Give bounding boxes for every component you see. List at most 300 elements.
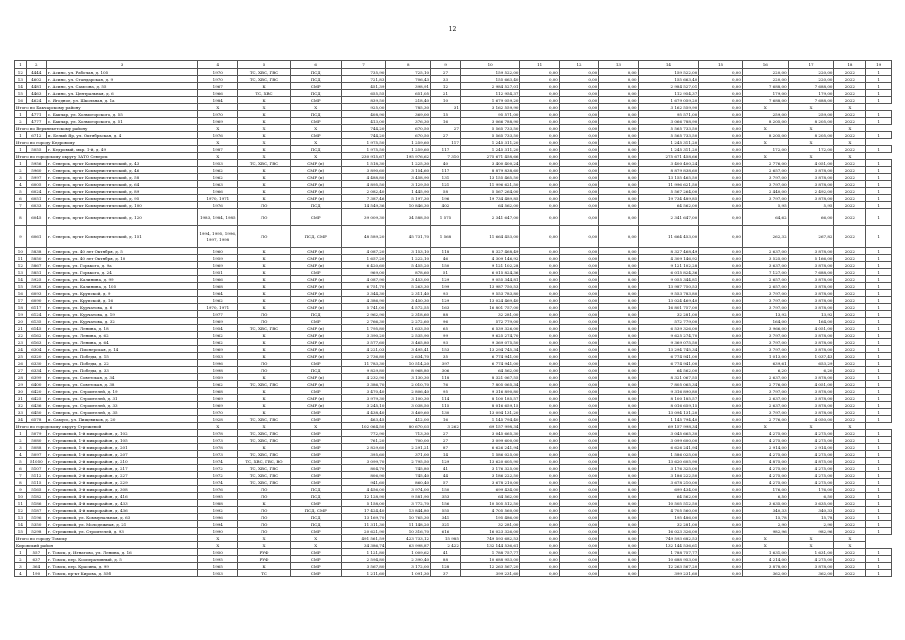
table-cell: 1970 [198, 409, 238, 416]
table-cell: РУФ [238, 556, 290, 563]
table-cell: 16 023 326,00 [638, 528, 699, 535]
table-cell: 112 954,37 [460, 90, 520, 97]
table-row [15, 402, 892, 409]
table-cell: 3 038,50 [386, 402, 431, 409]
table-cell: 13 [15, 269, 27, 276]
table-cell: г. Северск, ул. Победы, д. 15 [46, 353, 197, 360]
table-cell: 3 635,00 [742, 500, 788, 507]
table-cell: 2 962,90 [341, 311, 386, 318]
table-cell: 0,00 [559, 125, 598, 132]
table-cell: 0,00 [699, 318, 743, 325]
table-cell: 1 [866, 465, 892, 472]
table-cell: 19 [866, 61, 892, 69]
table-cell: с. Бакчар, ул. Холмогорского, д. 55 [46, 111, 197, 118]
table-cell: К [238, 388, 290, 395]
table-cell: СМР [290, 451, 341, 458]
table-cell: 4602 [26, 76, 46, 83]
table-cell: 0,00 [599, 416, 638, 423]
table-row [15, 465, 892, 472]
table-cell: 0,00 [599, 318, 638, 325]
table-cell: 1995 [198, 556, 238, 563]
table-cell: 0,00 [520, 360, 559, 367]
table-cell: 65 [431, 325, 461, 332]
table-cell: 0,00 [520, 570, 559, 577]
table-cell: 5850 [26, 255, 46, 262]
table-cell: К [238, 304, 290, 311]
table-cell: 376,30 [386, 118, 431, 125]
table-cell: г. Северск, ул. Советская, д. 34 [46, 374, 197, 381]
table-cell: 2022 [834, 97, 866, 104]
table-row [15, 395, 892, 402]
table-cell: 0,00 [520, 262, 559, 269]
table-cell: 6320 [26, 353, 46, 360]
table-cell: 46 [431, 255, 461, 262]
table-cell: 14 [15, 276, 27, 283]
table-cell: 1 [866, 479, 892, 486]
table-cell: 9 055 344,81 [460, 276, 520, 283]
table-cell: 2022 [834, 360, 866, 367]
table-cell: 1 657,20 [341, 255, 386, 262]
table-cell: 761,20 [341, 437, 386, 444]
table-cell: 2 806,40 [386, 388, 431, 395]
table-cell: ПСД [290, 202, 341, 209]
table-cell: 6304 [26, 346, 46, 353]
table-cell: 0,00 [699, 104, 743, 111]
table-cell: г. Асино, ул. Рабочая, д. 105 [46, 69, 197, 76]
table-cell: 0,00 [559, 395, 598, 402]
table-cell: СМР (п) [290, 353, 341, 360]
table-cell: 1 [15, 61, 27, 69]
table-cell: 8 100 185,57 [460, 395, 520, 402]
table-row [15, 132, 892, 139]
table-row [15, 181, 892, 188]
table-cell: X [198, 423, 238, 430]
table-cell: 1972 [198, 472, 238, 479]
table-cell: 0,00 [520, 83, 559, 90]
table-cell: 64,62 [742, 209, 788, 226]
table-cell: 3 390,20 [341, 332, 386, 339]
table-cell: К [238, 297, 290, 304]
table-cell: 0,00 [699, 332, 743, 339]
table-cell: г. Стрежевой, ул. Молодежная, д. 21 [46, 521, 197, 528]
table-cell: 1951 [198, 269, 238, 276]
table-cell: 6061 [26, 226, 46, 248]
table-cell: 5 567 264,00 [460, 188, 520, 195]
table-cell: 2022 [834, 570, 866, 577]
table-cell: X [834, 153, 866, 160]
table-cell: 17 [788, 61, 834, 69]
table-row [15, 332, 892, 339]
table-cell: 6 626 241,94 [638, 444, 699, 451]
table-cell: 2022 [834, 563, 866, 570]
table-cell: 8 879 838,60 [638, 167, 699, 174]
table-cell: 9 625 274,70 [460, 332, 520, 339]
table-cell: 2022 [834, 444, 866, 451]
table-cell: 16 [431, 416, 461, 423]
table-cell: 7 688,00 [788, 83, 834, 90]
table-row [15, 472, 892, 479]
table-cell: 1 586 025,00 [638, 451, 699, 458]
table-cell: СМР [290, 458, 341, 465]
table-cell: 1962 [198, 339, 238, 346]
table-cell: 27 [431, 125, 461, 132]
table-cell: 1 [866, 209, 892, 226]
table-cell: 2022 [834, 556, 866, 563]
table-cell: 1 [866, 402, 892, 409]
table-cell: 0,00 [699, 188, 743, 195]
table-cell: 2022 [834, 346, 866, 353]
table-cell: 9 581,90 [386, 493, 431, 500]
table-cell: 6,50 [742, 493, 788, 500]
table-cell: 572 779,00 [638, 318, 699, 325]
table-cell: 0,00 [599, 479, 638, 486]
table-cell: 259,00 [788, 111, 834, 118]
table-cell: К [238, 283, 290, 290]
table-cell: 1 [866, 556, 892, 563]
subtotal-row [15, 535, 892, 542]
table-cell: 402 [431, 202, 461, 209]
table-row [15, 521, 892, 528]
table-cell: п. Самусь, ул. Пищевиков, д. 20 [46, 416, 197, 423]
table-cell: 412,00 [386, 416, 431, 423]
table-row [15, 262, 892, 269]
table-cell: 0,00 [520, 416, 559, 423]
table-row [15, 430, 892, 437]
table-cell: 9 553 783,80 [638, 290, 699, 297]
table-cell: 0,00 [599, 430, 638, 437]
table-cell: 6 626 241,94 [460, 444, 520, 451]
table-cell: К [238, 118, 290, 125]
table-cell: 0,00 [559, 311, 598, 318]
table-cell: X [788, 423, 834, 430]
table-row [15, 479, 892, 486]
table-row [15, 188, 892, 195]
table-cell: 1950 [198, 549, 238, 556]
table-cell: 670,50 [386, 132, 431, 139]
table-cell: 2022 [834, 290, 866, 297]
table-cell: 1 [866, 486, 892, 493]
table-cell: 0,00 [699, 486, 743, 493]
table-cell: 1 121,80 [341, 549, 386, 556]
table-cell: г. Северск, пр-кт Коммунистический, д. 46 [46, 167, 197, 174]
table-cell: 653,29 [788, 360, 834, 367]
table-cell: 2 535,90 [386, 332, 431, 339]
table-cell: 1 [866, 549, 892, 556]
table-cell: 1 [866, 458, 892, 465]
table-cell: 7 688,00 [788, 97, 834, 104]
table-cell: 3 099,70 [341, 458, 386, 465]
table-cell: 0,00 [599, 76, 638, 83]
table-cell: г. Северск, ул. 40 лет Октября, д. 5 [46, 248, 197, 255]
table-cell: 16 [15, 290, 27, 297]
table-cell: К [238, 167, 290, 174]
table-cell: 0,00 [520, 367, 559, 374]
table-cell: 4 488,80 [341, 174, 386, 181]
table-cell: 0,00 [599, 139, 638, 146]
table-cell: 6 539 326,00 [460, 325, 520, 332]
table-cell: 2022 [834, 514, 866, 521]
table-cell: 76 [431, 381, 461, 388]
table-cell: 6 774 941,00 [638, 360, 699, 367]
table-cell: 2 657,00 [742, 283, 788, 290]
table-cell: 0,00 [520, 283, 559, 290]
table-cell: 230 915,67 [341, 153, 386, 160]
table-cell: 1 [866, 283, 892, 290]
table-cell: ПСД [290, 493, 341, 500]
table-cell: 2 795,50 [386, 458, 431, 465]
table-cell: 0,00 [520, 395, 559, 402]
table-cell: 0,00 [559, 500, 598, 507]
table-cell: 19 734 489,85 [638, 195, 699, 202]
table-cell: К [238, 290, 290, 297]
table-cell: 22 [15, 332, 27, 339]
table-cell: г. Стрежевой, ул. Строителей, д. 93 [46, 528, 197, 535]
table-cell: X [238, 423, 290, 430]
table-cell: 1 145 794,40 [460, 416, 520, 423]
table-cell: 2022 [834, 118, 866, 125]
table-cell: 150 [431, 486, 461, 493]
table-cell: 0,00 [559, 472, 598, 479]
table-cell: 0,00 [559, 409, 598, 416]
table-cell: г. Северск, ул. Ленина, д. 18 [46, 325, 197, 332]
table-cell: 2 637,00 [742, 402, 788, 409]
table-cell: 0,00 [520, 118, 559, 125]
table-cell: 195 976,62 [386, 153, 431, 160]
table-cell: 1953 [198, 160, 238, 167]
table-cell: 6420 [26, 388, 46, 395]
table-cell: 1970 [198, 69, 238, 76]
table-cell: 0,00 [699, 83, 743, 90]
table-cell: 0,00 [520, 276, 559, 283]
table-cell: 0,00 [699, 556, 743, 563]
table-cell: 806,90 [341, 472, 386, 479]
table-cell: 2022 [834, 304, 866, 311]
table-cell: X [198, 125, 238, 132]
table-cell: 2 637,00 [742, 374, 788, 381]
table-cell: 1968 [198, 388, 238, 395]
table-row [15, 549, 892, 556]
table-cell: 35 [431, 353, 461, 360]
table-cell: X [788, 535, 834, 542]
table-cell: 0,00 [599, 549, 638, 556]
table-cell: 15 985 [431, 535, 461, 542]
table-cell: 14 [431, 451, 461, 458]
table-cell: 13 844,80 [386, 507, 431, 514]
table-cell: 11 996 621,50 [638, 181, 699, 188]
table-cell: 0,00 [520, 423, 559, 430]
table-cell: 153 [431, 346, 461, 353]
table-cell: 749 593 682,53 [638, 535, 699, 542]
table-cell: 0,00 [520, 409, 559, 416]
table-cell: ТС, ХВС, ГВС [238, 416, 290, 423]
table-row [15, 556, 892, 563]
table-cell: 0,00 [599, 563, 638, 570]
table-cell: 8 [386, 61, 431, 69]
table-cell: 0,00 [559, 290, 598, 297]
table-cell: 0,00 [599, 90, 638, 97]
table-cell: 1 445,90 [386, 188, 431, 195]
table-cell: 4 275,00 [742, 437, 788, 444]
table-cell: 0,00 [559, 570, 598, 577]
table-cell: 1966 [198, 188, 238, 195]
table-cell: 0,00 [699, 226, 743, 248]
table-cell: 0,00 [699, 444, 743, 451]
table-cell: 0,00 [599, 493, 638, 500]
table-cell: СМР (п) [290, 195, 341, 202]
table-cell: 1 [866, 381, 892, 388]
table-cell: 3 678 210,00 [638, 479, 699, 486]
table-cell: 31 [431, 104, 461, 111]
table-cell: 9 316 890,80 [638, 388, 699, 395]
table-cell: 64 562,00 [460, 493, 520, 500]
table-cell: 2022 [834, 226, 866, 248]
table-cell: 4 438,40 [341, 409, 386, 416]
table-cell: 130 [431, 409, 461, 416]
table-cell: 1962 [198, 297, 238, 304]
table-cell: 7 [15, 202, 27, 209]
table-cell: 0,00 [599, 325, 638, 332]
table-cell: 0,00 [599, 514, 638, 521]
table-cell: 2022 [834, 549, 866, 556]
table-cell: 14 [15, 83, 27, 90]
table-cell: 27 [431, 69, 461, 76]
table-cell: СМР (п) [290, 402, 341, 409]
table-cell: 0,00 [559, 556, 598, 563]
table-cell: 155 663,40 [460, 76, 520, 83]
table-cell: Итого по городскому округу ЗАТО Северск [15, 153, 198, 160]
table-cell: 1 575 [431, 209, 461, 226]
table-cell: 2022 [834, 146, 866, 153]
table-cell: 11 148,20 [386, 521, 431, 528]
table-cell: г. Стрежевой, 1-й микрорайон, д. 102 [46, 430, 197, 437]
table-cell: 2 914,00 [788, 444, 834, 451]
table-cell: 0,00 [520, 528, 559, 535]
table-cell: СМР (п) [290, 297, 341, 304]
table-cell: 362,00 [788, 570, 834, 577]
table-cell: 0,00 [699, 507, 743, 514]
table-cell: 1 [866, 111, 892, 118]
table-cell: 4 087,90 [341, 276, 386, 283]
table-cell: 1 568 [431, 226, 461, 248]
table-cell: 0,00 [699, 290, 743, 297]
table-cell: 2 [15, 167, 27, 174]
table-cell: X [198, 535, 238, 542]
table-cell: 0,00 [699, 521, 743, 528]
table-cell: 95 571,00 [638, 111, 699, 118]
table-cell: 0,00 [520, 339, 559, 346]
table-cell: 3 797,00 [742, 181, 788, 188]
table-cell: 0,00 [520, 195, 559, 202]
table-cell: 99 [431, 332, 461, 339]
table-cell: 1 [866, 416, 892, 423]
table-cell: 0,00 [699, 479, 743, 486]
table-cell: 1 [866, 146, 892, 153]
table-cell: 6117 [26, 304, 46, 311]
table-cell: 699 434,00 [460, 486, 520, 493]
table-cell: 4 051,00 [788, 160, 834, 167]
table-cell: 32 281,00 [638, 311, 699, 318]
table-cell: 18 [834, 61, 866, 69]
table-cell: 0,00 [699, 311, 743, 318]
table-cell: X [834, 535, 866, 542]
table-row [15, 444, 892, 451]
table-cell: 0,00 [699, 269, 743, 276]
table-cell: 0,00 [699, 111, 743, 118]
table-cell: 16 [431, 118, 461, 125]
table-cell: 2022 [834, 181, 866, 188]
table-cell: 3 453,00 [386, 276, 431, 283]
table-cell: 1 222,10 [386, 255, 431, 262]
table-cell: 0,00 [559, 118, 598, 125]
table-cell: 2022 [834, 195, 866, 202]
table-cell: 179,00 [788, 90, 834, 97]
table-cell: г. Северск, ул. Горького, д. 9а [46, 262, 197, 269]
table-cell: 0,00 [559, 437, 598, 444]
table-cell: 32 281,00 [638, 521, 699, 528]
table-cell: 0,00 [699, 297, 743, 304]
table-cell: 6 539 326,00 [638, 325, 699, 332]
table-cell: г. Северск, ул. Крупской, д. 16 [46, 297, 197, 304]
table-cell: г. Северск, ул. Победы, д. 22 [46, 360, 197, 367]
table-cell: 2022 [834, 209, 866, 226]
table-cell: 11 664 453,00 [638, 226, 699, 248]
table-cell: 34 386,74 [341, 542, 386, 549]
table-cell: 275 671 458,66 [460, 153, 520, 160]
table-cell: 0,00 [599, 444, 638, 451]
table-cell: 399 231,60 [638, 570, 699, 577]
table-cell: 0,00 [699, 97, 743, 104]
table-cell: 3 878,00 [788, 276, 834, 283]
table-cell: г. Северск, ул. Победы, д. 33 [46, 367, 197, 374]
table-cell: 9 055 344,81 [638, 276, 699, 283]
table-cell: 5350 [26, 521, 46, 528]
table-cell: 2022 [834, 69, 866, 76]
table-cell: 3 176 325,00 [460, 465, 520, 472]
table-cell: 3 577,60 [341, 339, 386, 346]
table-cell: 1 245 311,20 [460, 146, 520, 153]
table-cell: ЛО [238, 209, 290, 226]
table-row [15, 346, 892, 353]
table-cell: 14 [15, 521, 27, 528]
table-cell: 6 [15, 195, 27, 202]
table-cell: 8 327 468,49 [638, 248, 699, 255]
district-row [15, 542, 892, 549]
table-cell: 3 465,80 [386, 339, 431, 346]
table-cell: г. Северск, пр-кт Коммунистический, д. 43 [46, 160, 197, 167]
table-cell: 0,00 [699, 570, 743, 577]
table-cell: X [238, 139, 290, 146]
table-cell: 4 275,00 [742, 430, 788, 437]
table-cell: 0,00 [699, 248, 743, 255]
table-cell: 2022 [834, 160, 866, 167]
table-row [15, 486, 892, 493]
table-cell: г. Стрежевой, 2-й микрорайон, д. 227 [46, 472, 197, 479]
table-cell: К [238, 146, 290, 153]
table-cell: 179,00 [742, 90, 788, 97]
table-cell: 10 688 953,00 [638, 556, 699, 563]
table-cell: 2022 [834, 353, 866, 360]
table-cell: 2022 [834, 248, 866, 255]
table-cell: 0,00 [520, 507, 559, 514]
table-cell: 1996 [198, 514, 238, 521]
table-cell: 0,00 [699, 430, 743, 437]
table-row [15, 83, 892, 90]
table-cell: X [742, 423, 788, 430]
table-cell: 1970, 1971 [198, 304, 238, 311]
table-cell: 557 [26, 549, 46, 556]
table-cell: 172,00 [788, 146, 834, 153]
table-cell: Итого по Верхнекетскому району [15, 125, 198, 132]
